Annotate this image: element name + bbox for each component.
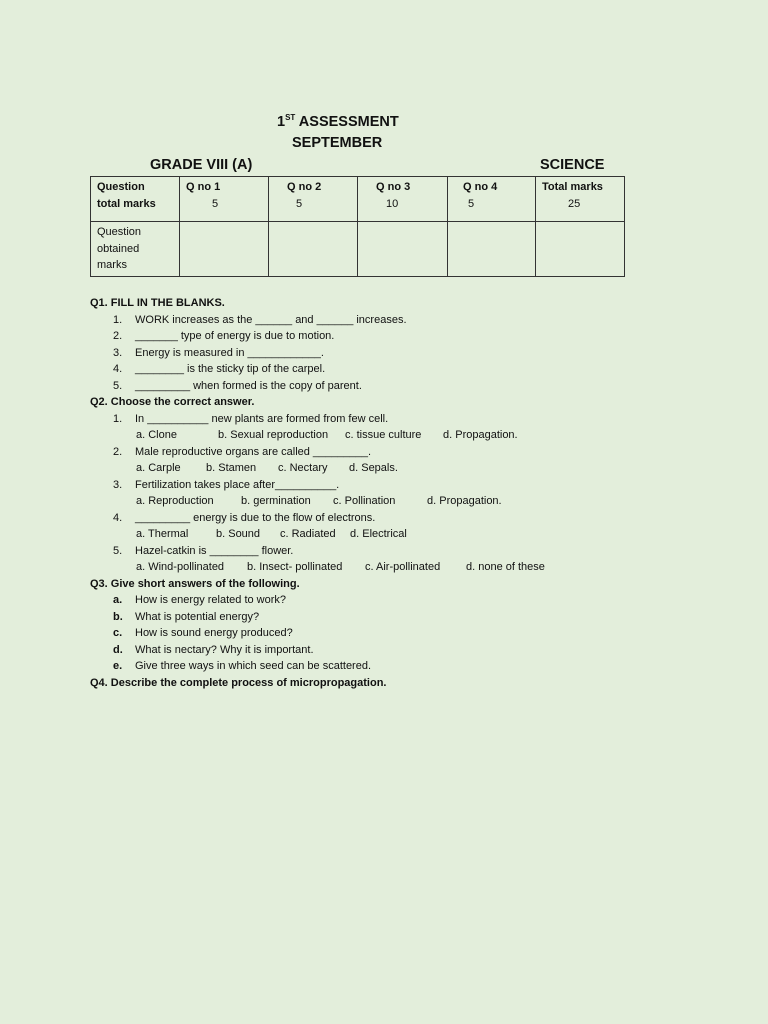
col-total: Total marks 25	[536, 177, 625, 222]
list-item: e. Give three ways in which seed can be scattered.	[113, 660, 372, 672]
list-item: 4. _________ energy is due to the flow of electrons.	[113, 511, 376, 524]
list-item: 1. In __________ new plants are formed from few cell.	[113, 412, 389, 425]
col-q1: Q no 1 5	[180, 177, 269, 222]
grade-label: GRADE VIII (A)	[150, 157, 253, 173]
total-marks-row	[91, 177, 625, 222]
obtained-q1-cell[interactable]	[180, 222, 269, 277]
option-row: a. Clone b. Sexual reproduction c. tissue culture d. Propagation.	[136, 429, 518, 441]
list-item: a. How is energy related to work?	[113, 594, 287, 606]
row-label-total: Question total marks	[91, 177, 180, 222]
obtained-q2-cell[interactable]	[269, 222, 358, 277]
col-q4: Q no 4 5	[448, 177, 536, 222]
option-row: a. Carple b. Stamen c. Nectary d. Sepals.	[136, 462, 398, 474]
option-row: a. Thermal b. Sound c. Radiated d. Electrical	[136, 528, 407, 540]
obtained-q4-cell[interactable]	[448, 222, 536, 277]
list-item: 3. Fertilization takes place after__________.	[113, 478, 340, 491]
option-row: a. Wind-pollinated b. Insect- pollinated c. Air-pollinated d. none of these	[136, 561, 545, 573]
assessment-title: 1ST ASSESSMENT	[277, 113, 399, 130]
option-row: a. Reproduction b. germination c. Pollination d. Propagation.	[136, 495, 502, 507]
q2-heading: Q2. Choose the correct answer.	[90, 396, 255, 408]
list-item: 5. Hazel-catkin is ________ flower.	[113, 544, 294, 557]
questions	[90, 295, 545, 691]
list-item: c. How is sound energy produced?	[113, 627, 293, 639]
list-item: 4. ________ is the sticky tip of the carpel.	[113, 363, 326, 375]
list-item: 3. Energy is measured in ____________.	[113, 346, 324, 359]
marks-table	[90, 176, 625, 277]
month-title: SEPTEMBER	[292, 135, 383, 151]
list-item: 2. Male reproductive organs are called _________.	[113, 445, 372, 458]
list-item: 2. _______ type of energy is due to motion.	[113, 330, 335, 342]
obtained-total-cell[interactable]	[536, 222, 625, 277]
list-item: b. What is potential energy?	[113, 610, 260, 623]
list-item: 1. WORK increases as the ______ and ______ increases.	[113, 313, 407, 326]
subject-label: SCIENCE	[540, 157, 605, 173]
list-item: d. What is nectary? Why it is important.	[113, 643, 314, 656]
col-q3: Q no 3 10	[358, 177, 448, 222]
q4-heading: Q4. Describe the complete process of micropropagation.	[90, 676, 387, 689]
obtained-marks-row	[91, 222, 625, 277]
q1-heading: Q1. FILL IN THE BLANKS.	[90, 297, 225, 309]
obtained-q3-cell[interactable]	[358, 222, 448, 277]
list-item: 5. _________ when formed is the copy of parent.	[113, 379, 362, 392]
q3-heading: Q3. Give short answers of the following.	[90, 577, 300, 590]
row-label-obtained: Question obtained marks	[91, 222, 180, 277]
col-q2: Q no 2 5	[269, 177, 358, 222]
